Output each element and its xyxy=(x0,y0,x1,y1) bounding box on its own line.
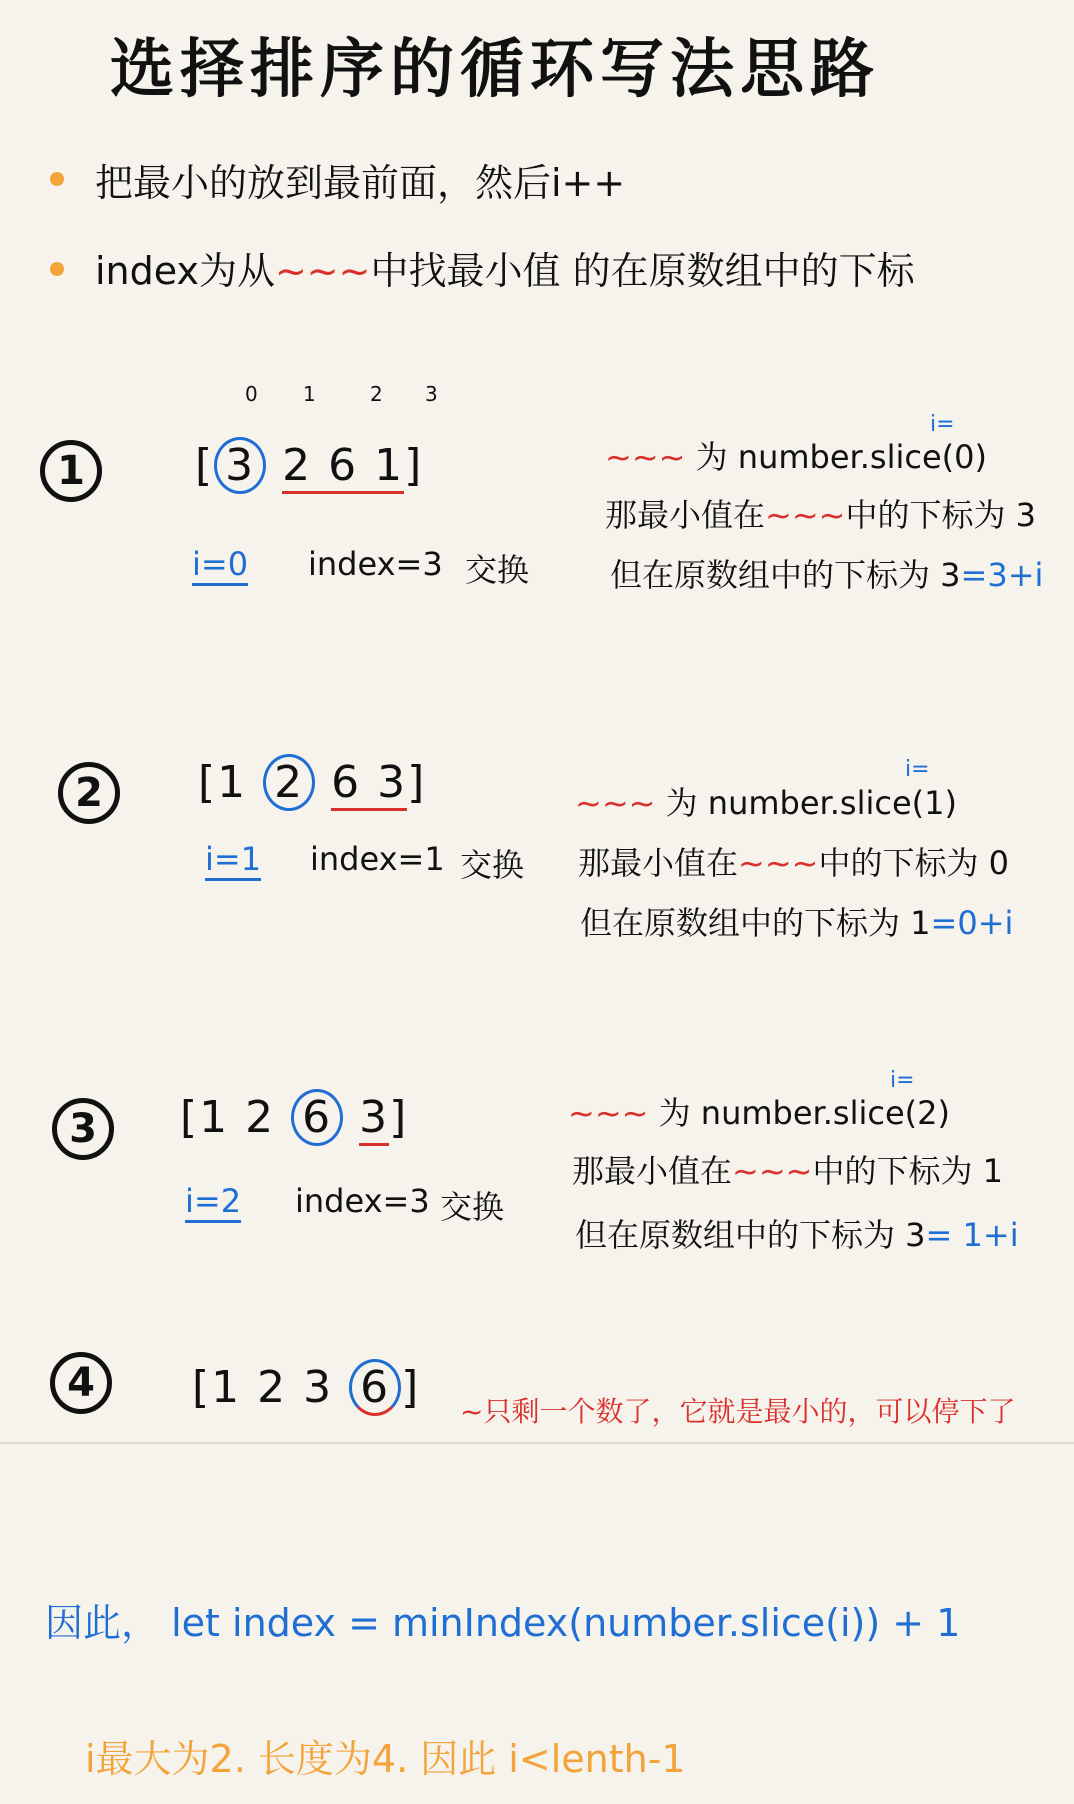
step-number-4: 4 xyxy=(50,1352,112,1414)
conclusion-prefix: 因此， xyxy=(45,1601,160,1645)
min-line: 那最小值在~~~中的下标为 3 xyxy=(605,496,1036,534)
min-circle: 2 xyxy=(263,754,315,811)
array-step-1: [ 3 2 6 1] xyxy=(195,440,423,491)
final-note: i最大为2. 长度为4. 因此 i<lenth-1 xyxy=(85,1737,686,1781)
slice-range: 2 6 1 xyxy=(282,440,404,494)
swap-label: 交换 xyxy=(465,551,530,589)
array-index: 0 xyxy=(245,382,258,406)
min-circle: 6 xyxy=(291,1089,343,1146)
step-number-2: 2 xyxy=(58,762,120,824)
swap-label: 交换 xyxy=(460,846,525,884)
i-annotation: i= xyxy=(930,412,955,437)
min-circle: 3 xyxy=(214,437,266,494)
wave-mark: ~~~ xyxy=(765,496,846,534)
slice-line: ~~~ 为 number.slice(1) xyxy=(575,784,957,822)
wave-mark: ~~~ xyxy=(605,438,686,476)
bullet-1: 把最小的放到最前面，然后i++ xyxy=(95,161,626,205)
orig-line: 但在原数组中的下标为 3= 1+i xyxy=(575,1216,1019,1254)
step-number-3: 3 xyxy=(52,1098,114,1160)
array-step-4: [1 2 3 6 ] xyxy=(192,1362,420,1413)
conclusion-code: let index = minIndex(number.slice(i)) + 1 xyxy=(171,1601,961,1645)
array-index: 3 xyxy=(425,382,438,406)
i-annotation: i= xyxy=(905,757,930,782)
slice-range: 6 3 xyxy=(331,757,407,811)
wave-mark: ~~~ xyxy=(732,1152,813,1190)
min-line: 那最小值在~~~中的下标为 0 xyxy=(578,844,1009,882)
i-label: i=1 xyxy=(205,840,261,881)
bullet-dot-icon xyxy=(50,262,64,276)
orig-line: 但在原数组中的下标为 3=3+i xyxy=(610,556,1044,594)
conclusion xyxy=(45,1592,960,1647)
bullet-2 xyxy=(95,240,915,295)
index-label: index=3 xyxy=(308,545,443,583)
array-step-3: [1 2 6 3] xyxy=(180,1092,408,1143)
array-index: 1 xyxy=(303,382,316,406)
slice-range: 3 xyxy=(359,1092,389,1146)
swap-label: 交换 xyxy=(440,1188,505,1226)
wave-mark: ~~~ xyxy=(568,1094,649,1132)
slice-line: ~~~ 为 number.slice(2) xyxy=(568,1094,950,1132)
bullet-2-prefix: index为从 xyxy=(95,249,275,293)
section-divider xyxy=(0,1442,1074,1444)
step-number-1: 1 xyxy=(40,440,102,502)
wave-mark: ~~~ xyxy=(274,249,371,293)
index-label: index=1 xyxy=(310,840,445,878)
orig-line: 但在原数组中的下标为 1=0+i xyxy=(580,904,1014,942)
i-annotation: i= xyxy=(890,1068,915,1093)
min-line: 那最小值在~~~中的下标为 1 xyxy=(572,1152,1003,1190)
wave-mark: ~~~ xyxy=(738,844,819,882)
min-circle: 6 xyxy=(349,1359,401,1416)
slice-line: ~~~ 为 number.slice(0) xyxy=(605,438,987,476)
index-label: index=3 xyxy=(295,1182,430,1220)
wave-mark: ~~~ xyxy=(575,784,656,822)
array-index: 2 xyxy=(370,382,383,406)
page-title: 选择排序的循环写法思路 xyxy=(110,33,880,107)
i-label: i=2 xyxy=(185,1182,241,1223)
bullet-2-suffix: 中找最小值 的在原数组中的下标 xyxy=(370,249,915,293)
i-label: i=0 xyxy=(192,545,248,586)
array-step-2: [1 2 6 3] xyxy=(198,757,426,808)
bullet-dot-icon xyxy=(50,172,64,186)
step-4-note: ~只剩一个数了，它就是最小的，可以停下了 xyxy=(460,1395,1016,1428)
